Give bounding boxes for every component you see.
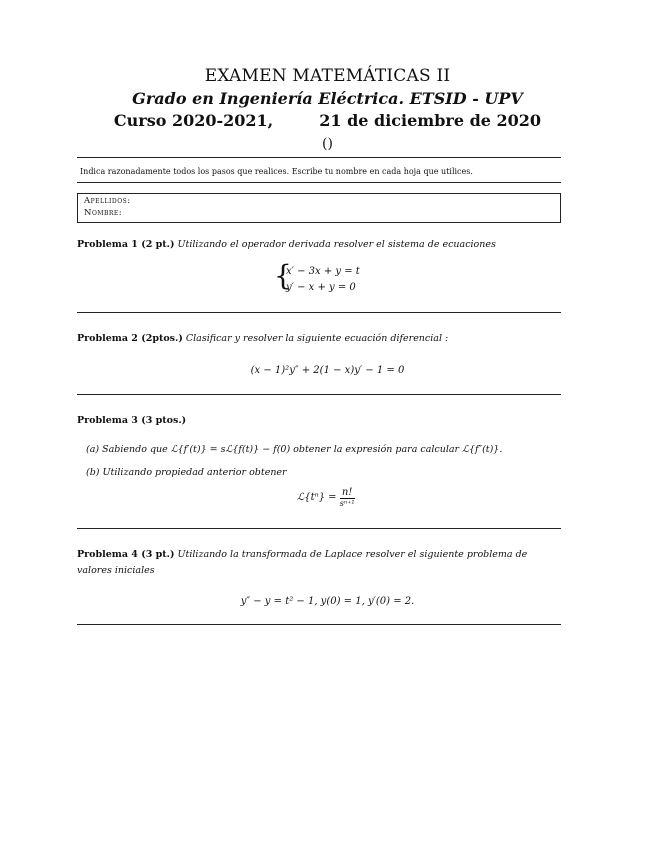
course-year: Curso 2020-2021, bbox=[113, 111, 274, 130]
left-brace: { bbox=[274, 259, 292, 292]
exam-date: 21 de diciembre de 2020 bbox=[319, 111, 542, 130]
divider bbox=[77, 182, 561, 183]
problem-3 bbox=[77, 413, 561, 429]
problem-3-part-a bbox=[86, 442, 556, 458]
problem-3-part-b bbox=[86, 465, 556, 481]
fraction-denominator: sⁿ⁺¹ bbox=[339, 499, 355, 508]
problem-3-part-b-text: (b) Utilizando propiedad anterior obtener bbox=[86, 467, 287, 478]
name-box bbox=[77, 193, 561, 223]
name-label: Nombre: bbox=[84, 208, 123, 218]
problem-1-eq1: x′ − 3x + y = t bbox=[286, 266, 360, 277]
fraction bbox=[340, 487, 355, 508]
surname-label: Apellidos: bbox=[84, 196, 131, 206]
problem-3-part-a-text: (a) Sabiendo que ℒ{f′(t)} = sℒ{f(t)} − f(0) obtener la expresión para calcular ℒ{f″(t)}. bbox=[86, 444, 503, 455]
problem-2 bbox=[77, 331, 561, 347]
fraction-numerator: n! bbox=[340, 487, 355, 499]
problem-1-label: Problema 1 (2 pt.) bbox=[77, 239, 175, 250]
problem-4-text: Utilizando la transformada de Laplace resolver el siguiente problema de valores iniciales bbox=[77, 549, 528, 576]
laplace-lhs: ℒ{tⁿ} = bbox=[297, 492, 337, 503]
problem-4-equation: y″ − y = t² − 1, y(0) = 1, y′(0) = 2. bbox=[240, 596, 415, 607]
problem-4-label: Problema 4 (3 pt.) bbox=[77, 549, 175, 560]
problem-3-equation bbox=[297, 487, 355, 508]
problem-1 bbox=[77, 237, 561, 253]
problem-3-label: Problema 3 (3 ptos.) bbox=[77, 415, 187, 426]
instructions: Indica razonadamente todos los pasos que realices. Escribe tu nombre en cada hoja que utilices. bbox=[80, 167, 473, 176]
exam-subtitle: Grado en Ingeniería Eléctrica. ETSID - UPV bbox=[132, 89, 523, 108]
problem-2-label: Problema 2 (2ptos.) bbox=[77, 333, 183, 344]
divider bbox=[77, 624, 561, 625]
problem-2-equation: (x − 1)²y″ + 2(1 − x)y′ − 1 = 0 bbox=[250, 365, 405, 376]
divider bbox=[77, 312, 561, 313]
exam-title: EXAMEN MATEMÁTICAS II bbox=[204, 66, 451, 86]
divider bbox=[77, 157, 561, 158]
divider bbox=[77, 528, 561, 529]
problem-4 bbox=[77, 547, 561, 579]
exam-course-line bbox=[0, 111, 655, 130]
problem-1-eq2: y′ − x + y = 0 bbox=[286, 282, 356, 293]
exam-parens: () bbox=[322, 136, 333, 152]
problem-2-text: Clasificar y resolver la siguiente ecuación diferencial : bbox=[185, 333, 449, 344]
divider bbox=[77, 394, 561, 395]
problem-1-text: Utilizando el operador derivada resolver el sistema de ecuaciones bbox=[177, 239, 496, 250]
